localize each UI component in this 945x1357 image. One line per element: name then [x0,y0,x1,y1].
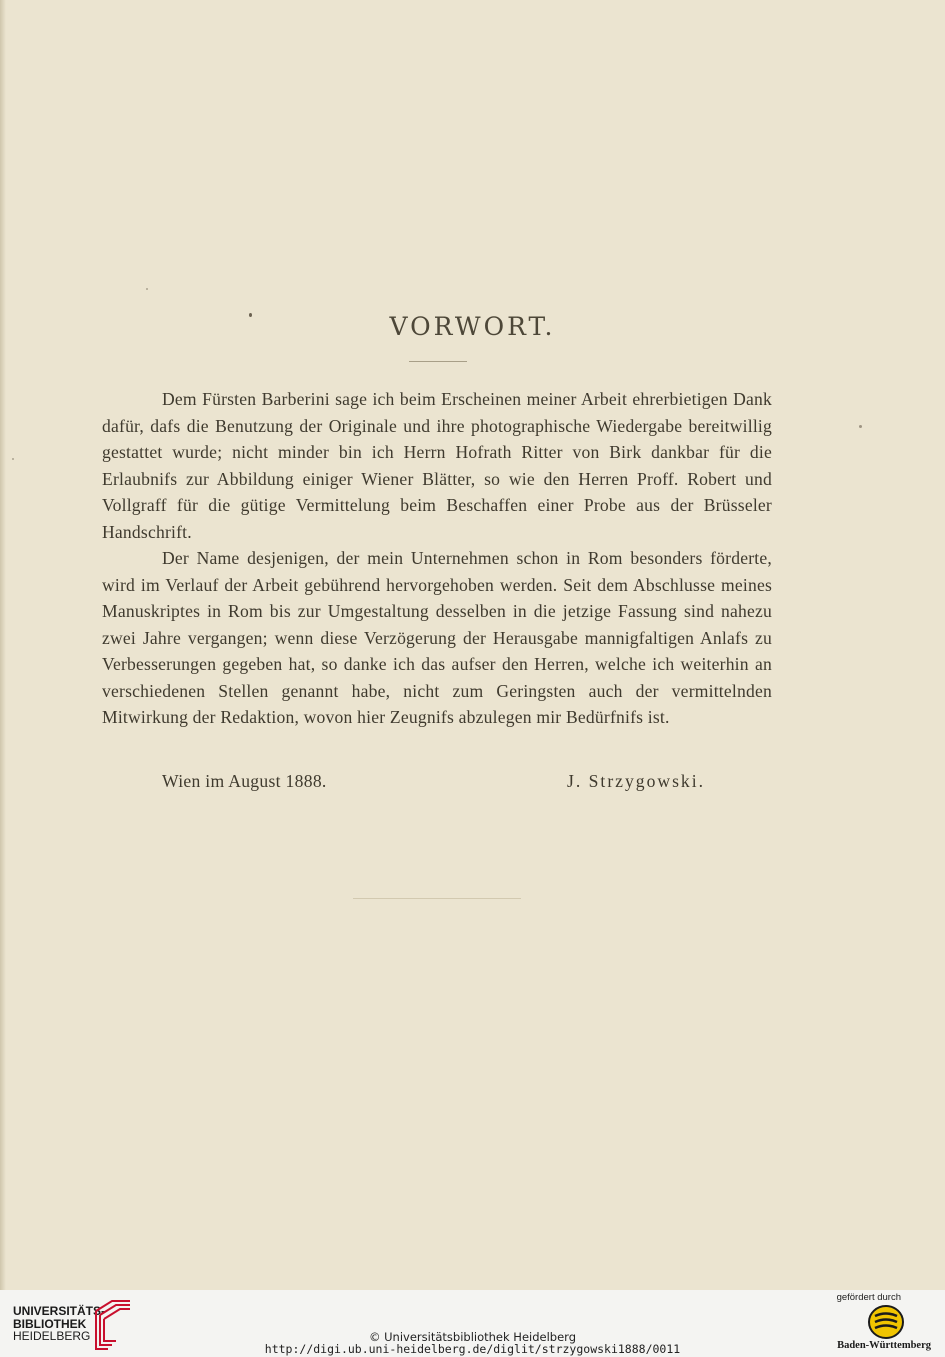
author-signature: J. Strzygowski. [567,771,706,791]
place-date: Wien im August 1888. [162,771,327,791]
page-title: VORWORT. [389,312,556,341]
funded-by-label: gefördert durch [836,1292,901,1303]
page-edge-shadow [0,0,6,1290]
title-divider [409,361,467,362]
end-divider [353,898,521,899]
paragraph: Der Name desjenigen, der mein Unternehmen schon in Rom besonders förderte, wird im Verlauf der Arbeit gebührend hervorgehoben werden. Seit dem Abschlusse meines Manuskriptes in Rom bis zur Umgestaltung desselben in die jetzige Fassung sind nahezu zwei Jahre vergangen; wenn diese Verzögerung der Herausgabe mannigfaltigen Anlafs zu Verbesserungen gegeben hat, so danke ich das aufser den Herren, welche ich weiterhin an verschiedenen Stellen genannt habe, nicht zum Geringsten auch der vermittelnden Mitwirkung der Redaktion, wovon hier Zeugnifs abzulegen mir Bedürfnifs ist. [102,548,772,727]
library-name-line: BIBLIOTHEK [13,1316,87,1331]
preface-body [102,386,772,731]
copyright-notice: © Universitätsbibliothek Heidelberg [368,1330,576,1344]
paragraph: Dem Fürsten Barberini sage ich beim Erscheinen meiner Arbeit ehrerbietigen Dank dafür, dafs die Benutzung der Originale und ihre photographische Wiedergabe bereitwillig gestattet wurde; nicht minder bin ich Herrn Hofrath Ritter von Birk dankbar für die Erlaubnifs zur Abbildung einiger Wiener Blätter, so wie den Herren Proff. Robert und Vollgraff für die gütige Vermittelung beim Beschaffen einer Probe aus der Brüsseler Handschrift. [102,389,772,542]
library-name-line: UNIVERSITÄTS- [13,1304,106,1318]
paper-speck [12,458,14,460]
footer [0,1290,945,1357]
baden-wuerttemberg-crest-icon [866,1304,906,1340]
paper-speck [146,288,148,290]
paper-speck [859,425,862,428]
funder-name: Baden-Württemberg [837,1340,931,1351]
permalink-url[interactable]: http://digi.ub.uni-heidelberg.de/diglit/strzygowski1888/0011 [264,1342,681,1356]
library-name-line: HEIDELBERG [13,1329,91,1343]
